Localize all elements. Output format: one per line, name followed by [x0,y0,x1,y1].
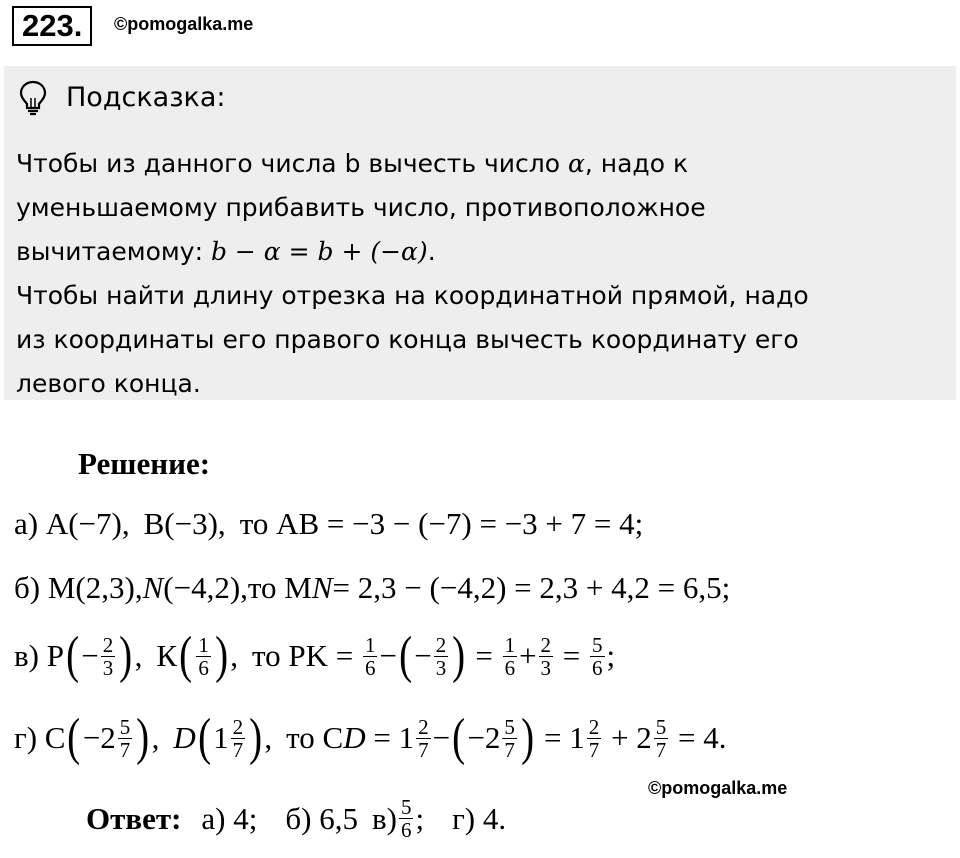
denominator: 3 [435,655,447,680]
hint-text-part: Чтобы из данного числа b вычесть число [16,149,568,178]
denominator: 7 [588,737,600,762]
formula: = 2,3 − (−4,2) = 2,3 + 4,2 = 6,5; [332,570,731,605]
hint-line [16,362,946,406]
answer-label: Ответ: [86,800,182,836]
semicolon: ; [415,800,425,836]
answer-d: г) 4. [452,800,507,836]
lightbulb-icon [18,80,48,121]
fraction [118,716,133,761]
denominator: 7 [504,737,515,762]
solution-line-c [14,627,616,684]
paren-open: ( [399,627,413,684]
result: = 4. [677,720,727,755]
semicolon: ; [606,638,616,673]
equals-sign: = [544,720,562,755]
fraction [434,634,449,679]
solution-line-d [14,709,727,766]
formula-start: то PK = [251,638,354,673]
comma: , [264,720,273,755]
comma: , [151,720,160,755]
denominator: 6 [504,655,516,680]
hint-text [16,142,946,406]
numerator: 1 [364,632,376,657]
whole-part: −2 [82,720,116,755]
fraction [363,634,378,679]
hint-line [16,142,946,186]
hint-text-part: Чтобы найти длину отрезка на координатной прямой, надо [16,281,809,310]
fraction [654,716,669,761]
denominator: 3 [102,655,114,680]
point-c: C [44,720,66,755]
formula-letter: D [343,720,366,755]
numerator: 5 [400,795,412,819]
hint-math: α [567,149,585,178]
denominator: 6 [592,655,603,680]
equals-sign: = [475,638,493,673]
fraction [231,716,246,761]
paren-close: ) [136,709,150,766]
paren-open: ( [197,709,211,766]
paren-close: ) [521,709,535,766]
hint-text-part: уменьшаемому прибавить число, противоположное [16,193,706,222]
numerator: 2 [418,714,429,739]
fraction [539,634,554,679]
numerator: 1 [198,632,209,657]
numerator: 5 [655,714,667,739]
fraction [196,634,211,679]
answer-line [86,796,506,841]
hint-line [16,318,946,362]
paren-close: ) [452,627,466,684]
hint-text-part: вычитаемому: [16,237,211,266]
denominator: 6 [400,818,412,842]
point-n-letter: N [142,570,164,605]
watermark: ©pomogalka.me [114,14,254,34]
fraction [416,716,431,761]
whole-part: 1 [213,720,229,755]
hint-text-part: из координаты его правого конца вычесть координату его [16,325,799,354]
denominator: 7 [655,737,667,762]
formula-letter: N [311,570,333,605]
point-m: M(2,3), [47,570,143,605]
item-label: а) [14,506,39,541]
answer-c: в) [371,800,397,836]
paren-open: ( [66,627,80,684]
point-n: (−4,2), [163,570,248,605]
numerator: 2 [540,632,552,657]
numerator: 5 [504,714,515,739]
formula-start: то C [286,720,344,755]
item-label: в) [14,638,39,673]
solution-line-b [14,570,730,606]
equals-sign: = [562,638,581,673]
paren-close: ) [119,627,133,684]
answer-b: б) 6,5 [285,800,358,836]
minus-sign: − [81,638,99,673]
fraction [590,634,605,679]
point-p: P [46,638,64,673]
paren-close: ) [215,627,229,684]
equals-sign: = [373,720,391,755]
paren-open: ( [179,627,193,684]
minus-sign: − [432,720,451,755]
solution-title: Решение: [78,446,211,481]
fraction [502,716,517,761]
hint-line [16,274,946,318]
solution-line-a [14,506,643,542]
numerator: 2 [232,714,244,739]
hint-line [16,186,946,230]
hint-text-part: , надо к [584,149,689,178]
paren-open: ( [452,709,466,766]
minus-sign: − [414,638,432,673]
fraction [399,796,414,841]
formula-start: то M [247,570,312,605]
numerator: 2 [102,632,114,657]
denominator: 6 [364,655,376,680]
denominator: 6 [198,655,209,680]
whole-part: 1 [569,720,585,755]
fraction [503,634,518,679]
answer-a: а) 4; [201,800,258,836]
numerator: 5 [592,632,603,657]
comma: , [134,638,143,673]
hint-line [16,230,946,274]
fraction [101,634,116,679]
denominator: 7 [418,737,429,762]
item-label: б) [14,570,41,605]
point-b: B(−3), [143,506,226,541]
numerator: 2 [435,632,447,657]
plus-sign: + [519,638,537,673]
paren-close: ) [249,709,263,766]
formula: то AB = −3 − (−7) = −3 + 7 = 4; [239,506,644,541]
hint-box [4,66,956,400]
hint-text-part: левого конца. [16,369,201,398]
fraction [587,716,602,761]
item-label: г) [14,720,38,755]
whole-part: −2 [467,720,501,755]
numerator: 1 [504,632,516,657]
paren-open: ( [67,709,81,766]
hint-math: b − α = b + (−α) [210,237,428,266]
comma: , [230,638,238,673]
denominator: 3 [540,655,552,680]
plus-sign: + [610,720,629,755]
watermark: ©pomogalka.me [648,778,788,798]
hint-text-part: . [427,237,436,266]
hint-title: Подсказка: [66,82,226,113]
point-d: D [173,720,196,755]
denominator: 7 [232,737,244,762]
numerator: 5 [119,714,131,739]
whole-part: 2 [636,720,652,755]
denominator: 7 [119,737,131,762]
point-k: К [156,638,178,673]
point-a: A(−7), [45,506,130,541]
minus-sign: − [379,638,397,673]
whole-part: 1 [398,720,415,755]
numerator: 2 [588,714,600,739]
problem-number: 223. [12,6,92,46]
